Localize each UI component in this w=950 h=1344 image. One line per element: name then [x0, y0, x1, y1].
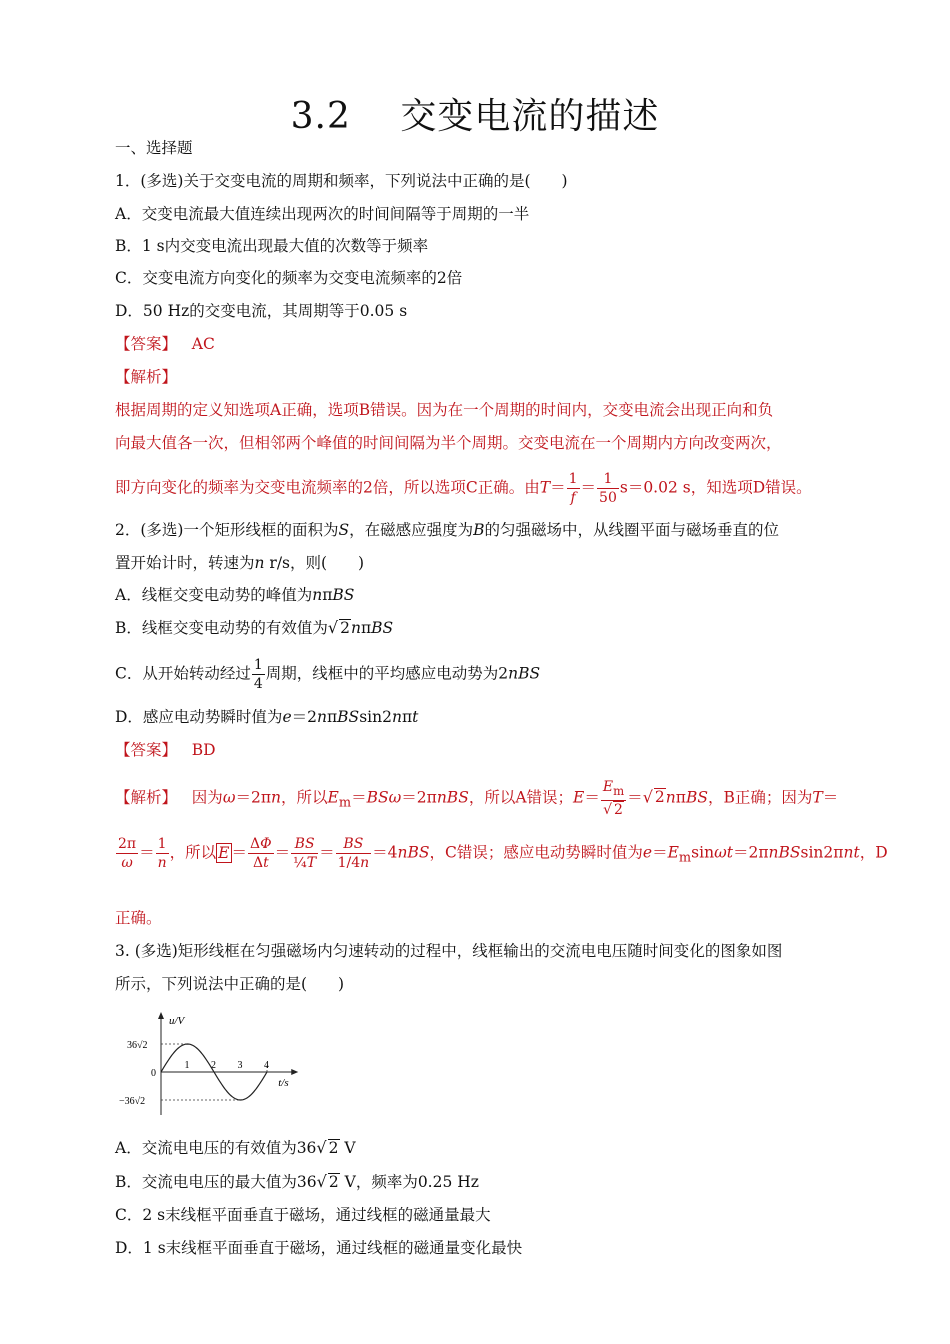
fraction: $\frac{1}{4}$	[253, 657, 263, 692]
fraction: $\frac{BS}{\text{¼T}}$	[293, 836, 317, 871]
q2-stem-line1: 2．(多选)一个矩形线框的面积为S，在磁感应强度为B的匀强磁场中，从线圈平面与磁场垂直的位	[115, 521, 780, 539]
y-tick-label: 0	[151, 1068, 156, 1079]
x-tick-label: 2	[211, 1060, 216, 1071]
q2-analysis-line2: $\frac{2\pi}{\omega}$ ＝ $\frac{1}{n}$ ，所以 E ＝ $\frac{\Delta\Phi}{\Delta t}$ ＝ $\frac{BS}{\text{¼T}}$ ＝ $\frac{BS}{1/4n}$ ＝4nBS，C错误；感应电动势瞬时值为$e=E_m\sin\omega t=2\pi nBSsin2\pi nt$，D	[118, 836, 888, 871]
x-axis-label: t/s	[278, 1077, 289, 1089]
fraction: $\frac{1}{n}$	[157, 836, 167, 871]
q2-answer: 【答案】 BD	[115, 741, 216, 759]
section-heading: 一、选择题	[115, 139, 193, 157]
q1-analysis-line2: 向最大值各一次，但相邻两个峰值的时间间隔为半个周期。交变电流在一个周期内方向改变两次，	[115, 434, 782, 452]
y-axis-label: u/V	[169, 1015, 185, 1027]
q3-stem-line2: 所示，下列说法中正确的是( )	[115, 975, 345, 993]
q1-analysis-label: 【解析】	[115, 368, 178, 386]
fraction: $\frac{BS}{1/4n}$	[337, 836, 370, 871]
y-axis-arrow	[158, 1012, 164, 1019]
answer-label: 【答案】	[115, 335, 178, 353]
q3-option-b: B．交流电电压的最大值为36√ 2 V，频率为0.25 Hz	[115, 1172, 479, 1191]
answer-value: AC	[191, 335, 215, 353]
q3-option-d: D．1 s末线框平面垂直于磁场，通过线框的磁通量变化最快	[115, 1239, 523, 1257]
q1-option-c: C．交变电流方向变化的频率为交变电流频率的2倍	[115, 269, 463, 287]
voltage-time-graph	[115, 1010, 315, 1122]
x-tick-label: 3	[237, 1060, 243, 1071]
q1-option-a: A．交变电流最大值连续出现两次的时间间隔等于周期的一半	[115, 205, 530, 223]
q2-analysis-line3: 正确。	[115, 909, 162, 927]
q2-option-d: D．感应电动势瞬时值为e＝2nπBSsin2nπt	[115, 708, 419, 726]
fraction: $\frac{\Delta\Phi}{\Delta t}$	[250, 836, 272, 871]
q3-option-c: C．2 s末线框平面垂直于磁场，通过线框的磁通量最大	[115, 1206, 491, 1224]
q1-analysis-line3: 即方向变化的频率为交变电流频率的2倍，所以选项C正确。由T＝ $\frac{1}{f}$ ＝ $\frac{1}{50}$ s＝0.02 s，知选项D错误。	[115, 471, 812, 506]
x-tick-label: 4	[264, 1060, 269, 1071]
q1-answer	[115, 334, 215, 354]
q2-option-b: B．线框交变电动势的有效值为√ 2nπBS	[115, 618, 394, 637]
fraction: $\frac{1}{50}$	[599, 471, 617, 506]
q2-option-c: C．从开始转动经过 $\frac{1}{4}$ 周期，线框中的平均感应电动势为2nBS	[115, 657, 541, 692]
q1-analysis-line1: 根据周期的定义知选项A正确，选项B错误。因为在一个周期的时间内，交变电流会出现正向和负	[115, 401, 774, 419]
q1-option-d: D．50 Hz的交变电流，其周期等于0.05 s	[115, 302, 408, 320]
q1-stem: 1．(多选)关于交变电流的周期和频率，下列说法中正确的是( )	[115, 172, 568, 190]
q2-analysis-line1: 【解析】 因为ω＝2πn，所以$E_m=BS\omega=2\pi nBS$，所以A错误；E＝ $\frac{E_m}{√ 2}$ ＝√ 2nπBS，B正确；因为T＝	[115, 779, 839, 818]
y-tick-label: 36√2	[127, 1040, 148, 1051]
fraction: $\frac{E_m}{√ 2}$	[602, 779, 625, 818]
page-title: 3.2 交变电流的描述	[290, 96, 660, 137]
q1-option-b: B．1 s内交变电流出现最大值的次数等于频率	[115, 237, 429, 255]
fraction: $\frac{1}{f}$	[568, 471, 578, 506]
q2-stem-line2: 置开始计时，转速为n r/s，则( )	[115, 554, 365, 572]
q2-option-a: A．线框交变电动势的峰值为nπBS	[115, 586, 355, 604]
x-tick-label: 1	[184, 1060, 190, 1071]
fraction: $\frac{2\pi}{\omega}$	[118, 836, 137, 871]
x-axis-arrow	[291, 1069, 298, 1075]
y-tick-label: −36√2	[119, 1096, 146, 1107]
q3-option-a: A．交流电电压的有效值为36√ 2 V	[115, 1138, 356, 1157]
q3-stem-line1: 3. (多选)矩形线框在匀强磁场内匀速转动的过程中，线框输出的交流电电压随时间变化的图象如图	[115, 942, 783, 960]
chart-group	[119, 1012, 298, 1115]
